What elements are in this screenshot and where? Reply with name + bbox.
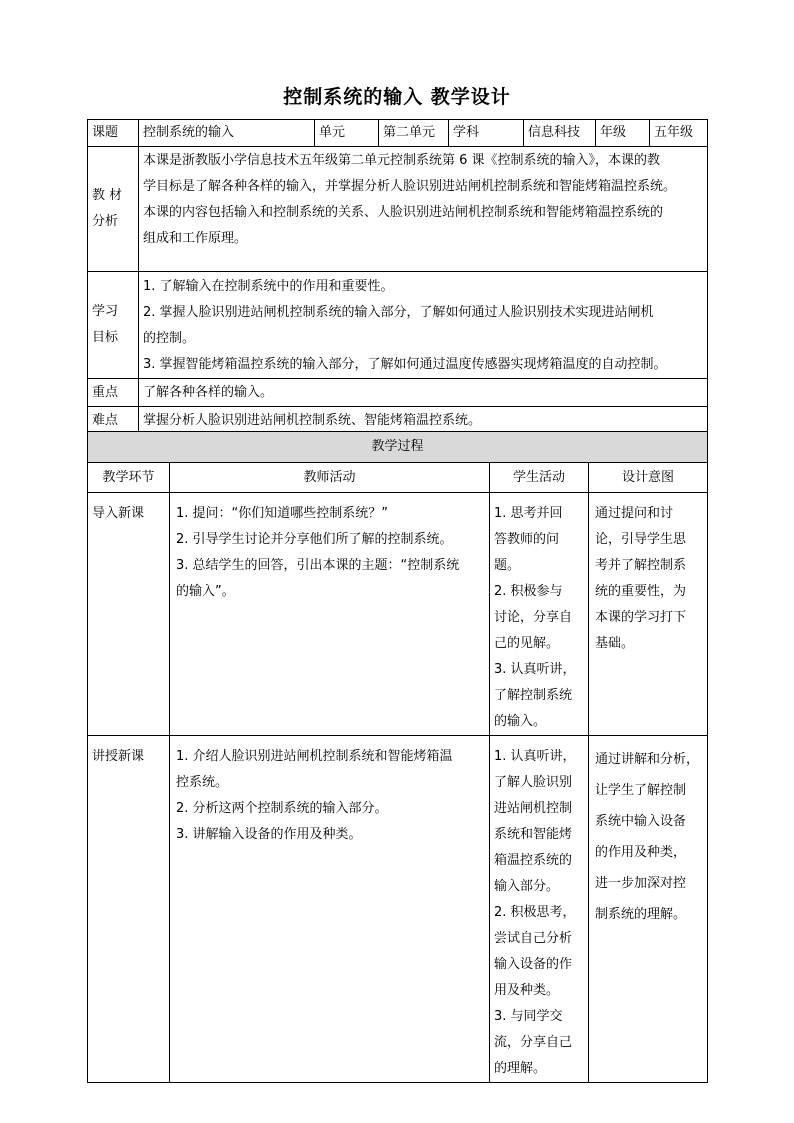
- difficulty-value: 掌握分析人脸识别进站闸机控制系统、智能烤箱温控系统。: [139, 407, 708, 435]
- intent-cell: [589, 736, 708, 1083]
- intent-line: 本课的学习打下: [595, 610, 687, 625]
- process-row-intro: [88, 493, 708, 736]
- intent-line: 统的重要性，为: [595, 584, 687, 599]
- key-point-row: [88, 379, 708, 407]
- info-row: [88, 120, 708, 147]
- teacher-line: 控系统。: [176, 775, 229, 790]
- student-line: 1. 思考并回: [494, 506, 563, 521]
- objective-line: 2. 掌握人脸识别进站闸机控制系统的输入部分，了解如何通过人脸识别技术实现进站闸机: [143, 305, 654, 320]
- student-line: 进站闸机控制: [494, 801, 573, 816]
- student-line: 流，分享自己: [494, 1035, 573, 1050]
- objective-line: 的控制。: [143, 331, 196, 346]
- material-label-line2: 分析: [92, 214, 119, 229]
- student-line: 输入设备的作: [494, 957, 573, 972]
- teacher-line: 的输入”。: [176, 584, 235, 599]
- objectives-label-line2: 目标: [92, 330, 119, 345]
- intent-line: 的作用及种类，: [595, 845, 687, 860]
- process-header: 教学过程: [88, 432, 708, 463]
- intent-line: 进一步加深对控: [595, 876, 687, 891]
- column-student: 学生活动: [490, 463, 589, 493]
- intent-line: 论，引导学生思: [595, 532, 687, 547]
- material-label-line1: 教 材: [92, 188, 123, 203]
- student-line: 讨论，分享自: [494, 610, 573, 625]
- difficulty-label: 难点: [88, 407, 139, 435]
- student-cell: [490, 736, 589, 1083]
- material-row: [88, 147, 708, 272]
- teacher-line: 2. 分析这两个控制系统的输入部分。: [176, 801, 388, 816]
- student-line: 答教师的问题。: [494, 532, 560, 573]
- unit-value: 第二单元: [379, 120, 449, 147]
- intent-line: 考并了解控制系: [595, 558, 687, 573]
- intent-cell: [589, 493, 708, 736]
- objectives-row: [88, 272, 708, 379]
- student-line: 用及种类。: [494, 983, 560, 998]
- objectives-label-line1: 学习: [92, 304, 119, 319]
- student-line: 的输入。: [494, 714, 547, 729]
- info-table: [87, 119, 708, 435]
- grade-label: 年级: [596, 120, 650, 147]
- teacher-line: 1. 提问：“你们知道哪些控制系统？”: [176, 506, 389, 521]
- student-line: 了解控制系统: [494, 688, 573, 703]
- objective-line: 1. 了解输入在控制系统中的作用和重要性。: [143, 279, 394, 294]
- intent-line: 通过提问和讨: [595, 506, 674, 521]
- stage-cell: 讲授新课: [88, 736, 170, 1083]
- student-line: 己的见解。: [494, 636, 560, 651]
- objectives-content: [139, 272, 708, 379]
- material-label: [88, 147, 139, 272]
- intent-line: 制系统的理解。: [595, 907, 687, 922]
- material-line: 组成和工作原理。: [143, 231, 248, 246]
- student-line: 箱温控系统的: [494, 853, 573, 868]
- intent-line: 基础。: [595, 636, 635, 651]
- process-row-teaching: [88, 736, 708, 1083]
- column-stage: 教学环节: [88, 463, 170, 493]
- course-label: 课题: [88, 120, 139, 147]
- unit-label: 单元: [315, 120, 379, 147]
- objectives-label: [88, 272, 139, 379]
- material-content: [139, 147, 708, 272]
- student-line: 输入部分。: [494, 879, 560, 894]
- process-column-row: [88, 463, 708, 493]
- key-point-value: 了解各种各样的输入。: [139, 379, 708, 407]
- teacher-line: 1. 介绍人脸识别进站闸机控制系统和智能烤箱温: [176, 749, 453, 764]
- student-line: 1. 认真听讲，: [494, 749, 576, 764]
- teacher-cell: [170, 736, 490, 1083]
- teacher-line: 3. 总结学生的回答，引出本课的主题：“控制系统: [176, 558, 460, 573]
- document-title: 控制系统的输入 教学设计: [283, 86, 511, 108]
- material-line: 本课的内容包括输入和控制系统的关系、人脸识别进站闸机控制系统和智能烤箱温控系统的: [143, 205, 664, 220]
- objective-line: 3. 掌握智能烤箱温控系统的输入部分，了解如何通过温度传感器实现烤箱温度的自动控制。: [143, 357, 667, 372]
- column-teacher: 教师活动: [170, 463, 490, 493]
- student-line: 尝试自己分析: [494, 931, 573, 946]
- material-line: 本课是浙教版小学信息技术五年级第二单元控制系统第 6 课《控制系统的输入》，本课的教: [143, 153, 661, 168]
- course-value: 控制系统的输入: [139, 120, 315, 147]
- subject-label: 学科: [449, 120, 524, 147]
- student-line: 2. 积极参与: [494, 584, 563, 599]
- student-line: 3. 与同学交: [494, 1009, 563, 1024]
- student-line: 3. 认真听讲，: [494, 662, 576, 677]
- process-table: [87, 431, 708, 1083]
- student-line: 了解人脸识别: [494, 775, 573, 790]
- subject-value: 信息科技: [524, 120, 596, 147]
- grade-value: 五年级: [650, 120, 708, 147]
- student-line: 2. 积极思考，: [494, 905, 576, 920]
- student-line: 的理解。: [494, 1061, 547, 1076]
- teacher-line: 2. 引导学生讨论并分享他们所了解的控制系统。: [176, 532, 453, 547]
- teacher-line: 3. 讲解输入设备的作用及种类。: [176, 827, 362, 842]
- process-header-row: [88, 432, 708, 463]
- column-intent: 设计意图: [589, 463, 708, 493]
- teacher-cell: [170, 493, 490, 736]
- intent-line: 系统中输入设备: [595, 814, 687, 829]
- student-cell: [490, 493, 589, 736]
- key-point-label: 重点: [88, 379, 139, 407]
- student-line: 系统和智能烤: [494, 827, 573, 842]
- stage-cell: 导入新课: [88, 493, 170, 736]
- intent-line: 通过讲解和分析，: [595, 752, 700, 767]
- intent-line: 让学生了解控制: [595, 783, 687, 798]
- material-line: 学目标是了解各种各样的输入，并掌握分析人脸识别进站闸机控制系统和智能烤箱温控系统。: [143, 179, 677, 194]
